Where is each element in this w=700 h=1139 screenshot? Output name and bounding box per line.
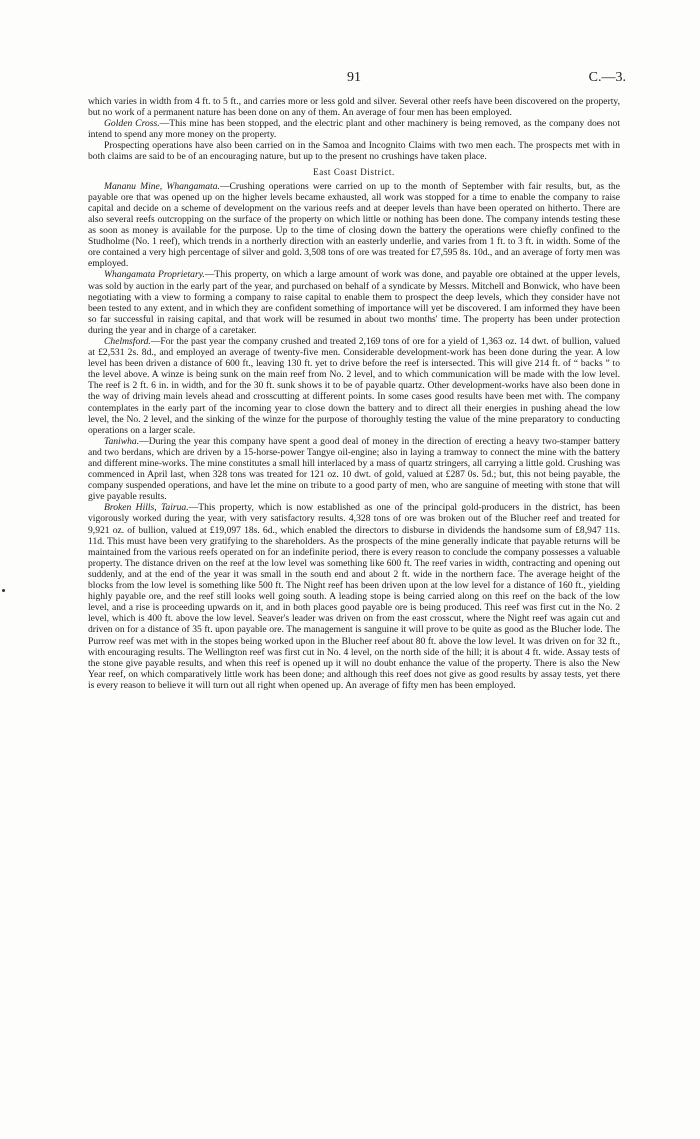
paragraph bbox=[88, 269, 620, 336]
margin-dot bbox=[2, 589, 5, 592]
paragraph-text: —Crushing operations were carried on up to the month of September with fair results, but, as the payable ore that was opened up on the higher levels became exhausted, all work was stopped for a time to enable the company to raise capital and decide on a scheme of development on the various reefs and at deeper levels than have been operated on hitherto. There are also several reefs outcropping on the surface of the property on which little or nothing has been done. The company intends testing these as soon as money is available for the purpose. Up to the time of closing down the battery the operations were chiefly confined to the Studholme (No. 1 reef), which trends in a northerly direction with an easterly underlie, and varies from 1 ft. to 3 ft. in width. Some of the ore contained a very high percentage of silver and gold. 3,508 tons of ore was treated for £7,595 8s. 10d., and an average of forty men was employed. bbox=[88, 180, 620, 270]
paragraph bbox=[88, 118, 620, 140]
paragraph bbox=[88, 502, 620, 691]
paragraph bbox=[88, 140, 620, 162]
document-page bbox=[88, 70, 626, 691]
paragraph-lead: Broken Hills, Tairua. bbox=[104, 502, 189, 514]
paragraph-lead: Taniwha. bbox=[104, 435, 140, 447]
paragraph-text: which varies in width from 4 ft. to 5 ft., and carries more or less gold and silver. Several other reefs have been discovered on the property, but no work of a permanent nature has been done on any of them. An average of four men has been employed. bbox=[88, 96, 620, 119]
paragraph-lead: Chelmsford. bbox=[104, 335, 151, 347]
page-number: 91 bbox=[347, 70, 361, 85]
paragraph-lead: Mananu Mine, Whangamata. bbox=[104, 180, 220, 192]
document-reference: C.—3. bbox=[588, 70, 626, 85]
paragraph bbox=[88, 181, 620, 270]
paragraph bbox=[88, 436, 620, 503]
section-heading: East Coast District. bbox=[313, 166, 395, 177]
paragraph-text: —This property, on which a large amount of work was done, and payable ore obtained at the upper levels, was sold by auction in the early part of the year, and purchased on behalf of a syndicate by Messrs. Mitchell and Bonwick, who have been negotiating with a view to forming a company to raise capital to enable them to prospect the deep levels, which they consider have not been tested to any extent, and in which they are confident something of importance will yet be discovered. I am informed they have been so far successful in raising capital, and that work will be resumed in about two months' time. The property has been under protection during the year and in charge of a caretaker. bbox=[88, 269, 621, 336]
paragraph-lead: Golden Cross. bbox=[104, 118, 160, 130]
paragraph-text: —During the year this company have spent a good deal of money in the direction of erecting a heavy two-stamper battery and two berdans, which are driven by a 15-horse-power Tangye oil-engine; also in laying a tramway to connect the mine with the battery and different mine-works. The mine constitutes a small hill interlaced by a mass of quartz stringers, all carrying a little gold. Crushing was commenced in April last, when 328 tons was treated for 121 oz. 10 dwt. of gold, valued at £287 0s. 5d.; but, this not being payable, the company suspended operations, and have let the mine on tribute to a good party of men, who are sanguine of meeting with stone that will give payable results. bbox=[88, 435, 620, 503]
paragraph-text: —This property, which is now established as one of the principal gold-producers in the district, has been vigorously worked during the year, with very satisfactory results. 4,328 tons of ore was broken out of the Blucher reef and treated for 9,921 oz. of bullion, valued at £19,097 18s. 6d., which enabled the directors to disburse in dividends the handsome sum of £8,947 11s. 11d. This must have been very gratifying to the shareholders. As the prospects of the mine generally indicate that payable returns will be maintained from the various reefs operated on for an indefinite period, there is every reason to conclude the company possesses a valuable property. The distance driven on the reef at the low level was something like 600 ft. The reef varies in width, contracting and opening out suddenly, and at the end of the year it was small in the south end and about 2 ft. wide in the northern face. The average height of the blocks from the low level is something like 500 ft. The Night reef has been driven upon at the low level for a distance of 160 ft., yielding highly payable ore, and the reef still looks well going south. A leading stope is being carried along on this reef on the back of the low level, and a rise is proceeding upwards on it, and in both places good payable ore is being produced. This reef was first cut in the No. 2 level, which is 400 ft. above the low level. Seaver's leader was driven on from the east crosscut, where the Night reef was again cut and driven on for a distance of 35 ft. upon payable ore. The management is sanguine it will prove to be quite as good as the Blucher lode. The Purrow reef was met with in the stopes being worked upon in the Blucher reef about 80 ft. above the low level. It was driven on for 32 ft., with encouraging results. The Wellington reef was first cut in No. 4 level, on the north side of the hill; it is about 4 ft. wide. Assay tests of the stone give payable results, and when this reef is opened up it will no doubt enhance the value of the property. There is also the New Year reef, on which comparatively little work has been done; and although this reef does not give as good results by assay tests, yet there is every reason to believe it will turn out all right when opened up. An average of fifty men has been employed. bbox=[88, 502, 620, 691]
paragraph-text: —This mine has been stopped, and the electric plant and other machinery is being removed, as the company does not intend to spend any more money on the property. bbox=[88, 118, 620, 141]
paragraph-text: —For the past year the company crushed and treated 2,169 tons of ore for a yield of 1,363 oz. 14 dwt. of bullion, valued at £2,531 2s. 8d., and employed an average of twenty-five men. Considerable development-work has been done during the year. A low level has been driven a distance of 600 ft., leaving 130 ft. yet to drive before the reef is intersected. This will give 214 ft. of “ backs ” to the level above. A winze is being sunk on the main reef from No. 2 level, and to which communication will be made with the low level. The reef is 2 ft. 6 in. in width, and for the 30 ft. sunk shows it to be of payable quartz. Other development-works have also been done in the way of driving main levels ahead and crosscutting at different points. In some cases good results have been met with. The company contemplates in the early part of the incoming year to close down the battery and to direct all their energies in pushing ahead the low level, the No. 2 level, and the sinking of the winze for the purpose of thoroughly testing the value of the mine preparatory to conducting operations on a larger scale. bbox=[88, 335, 620, 436]
paragraph bbox=[88, 96, 620, 118]
paragraph-text: Prospecting operations have also been carried on in the Samoa and Incognito Claims with two men each. The prospects met with in both claims are said to be of an encouraging nature, but up to the present no crushings have taken place. bbox=[88, 140, 620, 163]
paragraph-lead: Whangamata Proprietary. bbox=[104, 269, 205, 281]
paragraph bbox=[88, 336, 620, 436]
page-header bbox=[88, 70, 626, 92]
